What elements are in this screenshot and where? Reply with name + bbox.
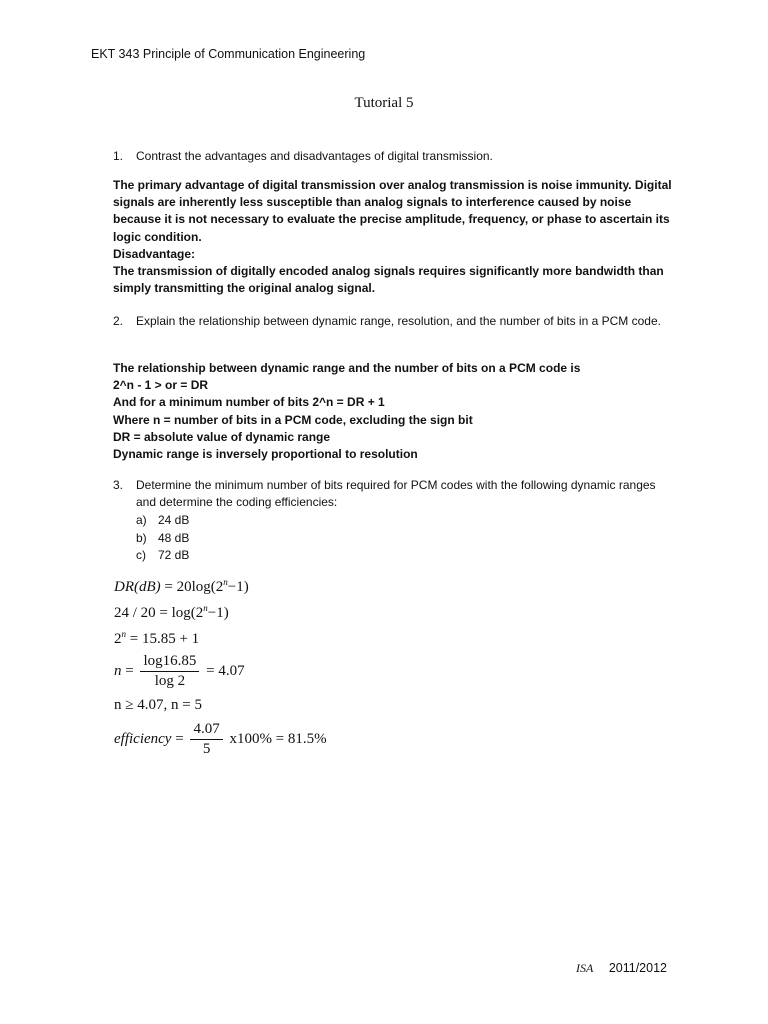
equation-substitution (114, 603, 229, 622)
fraction (140, 653, 199, 690)
equation-dynamic-range (114, 577, 249, 596)
answer-paragraph: The primary advantage of digital transmission over analog transmission is noise immunity. Digital signals are inherently less susceptible than analog signals to interference caused by noise because it is not necessary to evaluate the precise amplitude, frequency, or phase to ascertain its logic condition. (113, 178, 672, 244)
answer-line: Where n = number of bits in a PCM code, excluding the sign bit (113, 412, 473, 427)
course-header: EKT 343 Principle of Communication Engineering (91, 47, 366, 61)
fraction-denominator: log 2 (154, 673, 186, 689)
question-number: 2. (113, 314, 124, 328)
eq-rhs: = 15.85 + 1 (126, 631, 200, 647)
answer-line: And for a minimum number of bits 2^n = DR + 1 (113, 395, 385, 410)
subitem-text: 24 dB (158, 513, 190, 527)
eq-lhs: DR(dB) (114, 579, 161, 595)
eq-result: = 4.07 (206, 662, 245, 679)
eq-equals: = (175, 730, 184, 747)
eq-rhs: −1) (207, 605, 229, 621)
equation-power (114, 629, 199, 648)
disadvantage-text: The transmission of digitally encoded analog signals requires significantly more bandwidth than simply transmitting the original analog signal. (113, 264, 664, 296)
equation-n-fraction (114, 653, 245, 690)
list-item (136, 512, 189, 530)
academic-year: 2011/2012 (608, 961, 667, 975)
answer-1 (113, 177, 678, 297)
page-title: Tutorial 5 (354, 95, 414, 111)
author-initials: ISA (576, 961, 594, 975)
subitem-letter: a) (136, 513, 147, 527)
eq-lhs: 24 / 20 = log(2 (114, 605, 204, 621)
question-number: 3. (113, 478, 124, 492)
subitem-text: 72 dB (158, 548, 190, 562)
fraction-numerator: 4.07 (190, 721, 222, 740)
subitem-letter: c) (136, 548, 146, 562)
equation-efficiency (114, 721, 327, 758)
answer-line: 2^n - 1 > or = DR (113, 378, 209, 393)
question-number: 1. (113, 149, 124, 163)
question-2 (113, 313, 673, 330)
eq-exponent: n (121, 629, 126, 639)
eq-base: 2 (114, 631, 122, 647)
list-item (136, 530, 189, 548)
page-footer (576, 961, 667, 976)
disadvantage-label: Disadvantage: (113, 246, 196, 261)
question-text: Determine the minimum number of bits required for PCM codes with the following dynamic ranges and determine the coding efficiencies: (136, 478, 656, 509)
answer-line: DR = absolute value of dynamic range (113, 429, 331, 444)
question-1 (113, 148, 673, 165)
fraction (190, 721, 222, 758)
eq-exponent: n (203, 603, 208, 613)
question-text: Contrast the advantages and disadvantages of digital transmission. (136, 149, 493, 163)
answer-line: The relationship between dynamic range and the number of bits on a PCM code is (113, 361, 581, 375)
answer-line: Dynamic range is inversely proportional to resolution (113, 447, 418, 462)
eq-lhs: efficiency (114, 730, 172, 747)
eq-equals: = (125, 662, 134, 679)
question-3 (113, 477, 673, 511)
eq-exponent: n (223, 577, 228, 587)
equation-n-result (114, 697, 202, 714)
subitem-list (136, 512, 189, 565)
subitem-text: 48 dB (158, 530, 190, 545)
subitem-letter: b) (136, 530, 147, 545)
list-item (136, 547, 189, 565)
answer-2 (113, 360, 678, 463)
fraction-denominator: 5 (202, 741, 211, 757)
eq-text: n ≥ 4.07, n = 5 (114, 697, 202, 713)
eq-variable: n (114, 662, 122, 679)
fraction-numerator: log16.85 (140, 653, 199, 672)
eq-rhs-end: −1) (227, 579, 249, 595)
eq-rhs: = 20log(2 (164, 579, 224, 595)
eq-result: x100% = 81.5% (229, 730, 327, 747)
question-text: Explain the relationship between dynamic range, resolution, and the number of bits in a PCM code. (136, 314, 661, 328)
